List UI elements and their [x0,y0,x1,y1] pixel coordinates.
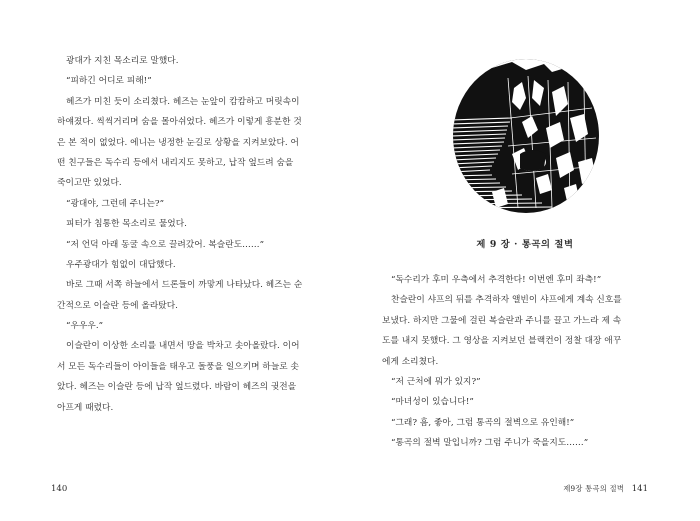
text-line: 에게 소리쳤다. [382,356,439,367]
text-line: 서 모든 독수리들이 아이들을 태우고 돌풍을 일으키며 하늘로 솟 [57,361,299,372]
right-page [350,0,700,521]
left-page-number: 140 [51,484,68,494]
text-line: 헤즈가 미친 듯이 소리쳤다. 헤즈는 눈앞이 캄캄하고 머릿속이 [66,96,300,107]
running-head: 제9장 통곡의 절벽 [563,484,625,493]
text-line: 바로 그때 서쪽 하늘에서 드론들이 까맣게 나타났다. 헤즈는 순 [66,280,303,291]
text-line: 은 본 적이 없었다. 에니는 냉정한 눈길로 상황을 지켜보았다. 어 [57,137,299,148]
text-line: “우우우.” [66,321,104,332]
text-line: 하얘졌다. 씩씩거리며 숨을 몰아쉬었다. 헤즈가 이렇게 흥분한 것 [57,117,302,128]
right-page-footer [563,484,648,494]
text-line: 보냈다. 하지만 그물에 걸린 복슬란과 주니를 끌고 가느라 제 속 [382,315,622,326]
left-page-body [57,51,313,418]
text-line: 피터가 침통한 목소리로 물었다. [66,219,187,230]
chapter-title: 제 9 장 · 통곡의 절벽 [476,239,574,250]
text-line: 우주광대가 힘없이 대답했다. [66,259,176,270]
text-line: 죽이고만 있었다. [57,178,122,189]
text-line: 간적으로 이슬란 등에 올라탔다. [57,300,178,311]
right-page-number: 141 [631,484,648,494]
text-line: “통곡의 절벽 말입니까? 그럼 주니가 죽을지도……” [391,438,589,449]
text-line: 이슬란이 이상한 소리를 내면서 땅을 박차고 솟아올랐다. 이어 [66,341,300,352]
text-line: 았다. 헤즈는 이슬란 등에 납작 엎드렸다. 바람이 헤즈의 귓전을 [57,382,297,393]
text-line: “마녀성이 있습니다!” [391,397,474,408]
text-line: “저 근처에 뭐가 있지?” [391,376,481,387]
text-line: “피하긴 어디로 피해!” [66,76,152,87]
text-line: 도를 내지 못했다. 그 영상을 지켜보던 블랙컨이 정찰 대장 애꾸 [382,336,622,347]
text-line: 아프게 때렸다. [57,402,114,413]
right-page-body [382,270,662,454]
text-line: “저 언덕 아래 동굴 속으로 끌려갔어. 복슬란도……” [66,239,265,250]
cliff-illustration-icon [452,58,600,215]
text-line: “광대야, 그런데 주니는?” [66,198,165,209]
text-line: 찬슬란이 샤프의 뒤를 추격하자 앨빈이 샤프에게 계속 신호를 [391,295,622,306]
text-line: “그래? 흠, 좋아, 그럼 통곡의 절벽으로 유인해!” [391,417,575,428]
text-line: 떤 친구들은 독수리 등에서 내리지도 못하고, 납작 엎드려 숨을 [57,157,294,168]
text-line: “독수리가 후미 우측에서 추격한다! 이번엔 후미 좌측!” [391,275,602,285]
text-line: 광대가 지친 목소리로 말했다. [66,56,179,66]
